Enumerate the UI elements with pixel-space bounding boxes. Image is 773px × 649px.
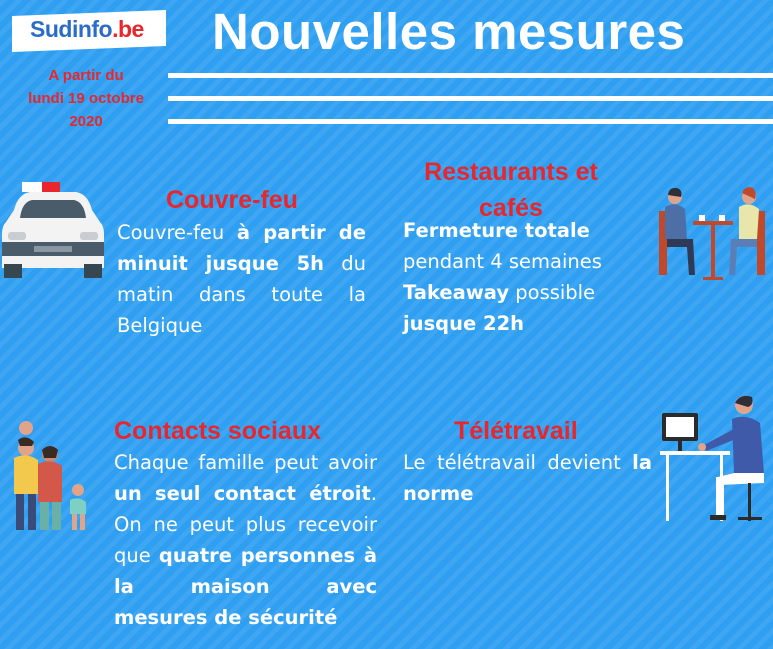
date-block	[6, 64, 166, 133]
takeaway-hours: jusque 22h	[403, 312, 525, 335]
logo-text	[30, 16, 144, 43]
contacts-highlight-2: quatre personnes à la maison avec mesures de sécurité	[114, 544, 377, 629]
logo-part1: Sudinfo	[30, 16, 113, 42]
family-icon	[8, 418, 92, 534]
date-line-2: lundi 19 octobre	[28, 90, 144, 107]
telework-heading: Télétravail	[454, 417, 578, 445]
logo-part2: .be	[112, 16, 144, 42]
date-line-1: A partir du	[48, 67, 124, 84]
telework-text: Le télétravail devient la norme	[403, 451, 652, 505]
desk-worker-icon	[660, 393, 771, 523]
divider-line-3	[168, 119, 773, 124]
divider-line-1	[168, 73, 773, 78]
curfew-text: Couvre-feu à partir de minuit jusque 5h du matin dans toute la Belgique	[117, 221, 367, 337]
cafe-people-icon	[653, 183, 771, 283]
contacts-highlight-1: un seul contact étroit	[114, 482, 371, 505]
telework-highlight: la norme	[403, 451, 652, 505]
contacts-text: Chaque famille peut avoir un seul contact étroit. On ne peut plus recevoir que quatre personnes à la maison avec mesures de sécurité	[114, 451, 377, 629]
curfew-highlight: à partir de minuit jusque 5h	[117, 221, 366, 275]
restaurants-heading-line1: Restaurants et	[424, 158, 598, 186]
date-line-3: 2020	[69, 113, 103, 130]
sudinfo-logo	[12, 10, 166, 52]
takeaway-label: Takeaway	[403, 281, 510, 304]
curfew-heading: Couvre-feu	[166, 186, 298, 214]
police-car-icon	[0, 180, 106, 280]
contacts-heading: Contacts sociaux	[114, 417, 322, 445]
divider-line-2	[168, 96, 773, 101]
restaurants-text: Fermeture totale pendant 4 semaines Takeaway possible jusque 22h	[403, 219, 602, 335]
restaurants-closure: Fermeture totale	[403, 219, 590, 242]
restaurants-heading-line2: cafés	[479, 194, 543, 222]
page-title: Nouvelles mesures	[212, 3, 686, 60]
